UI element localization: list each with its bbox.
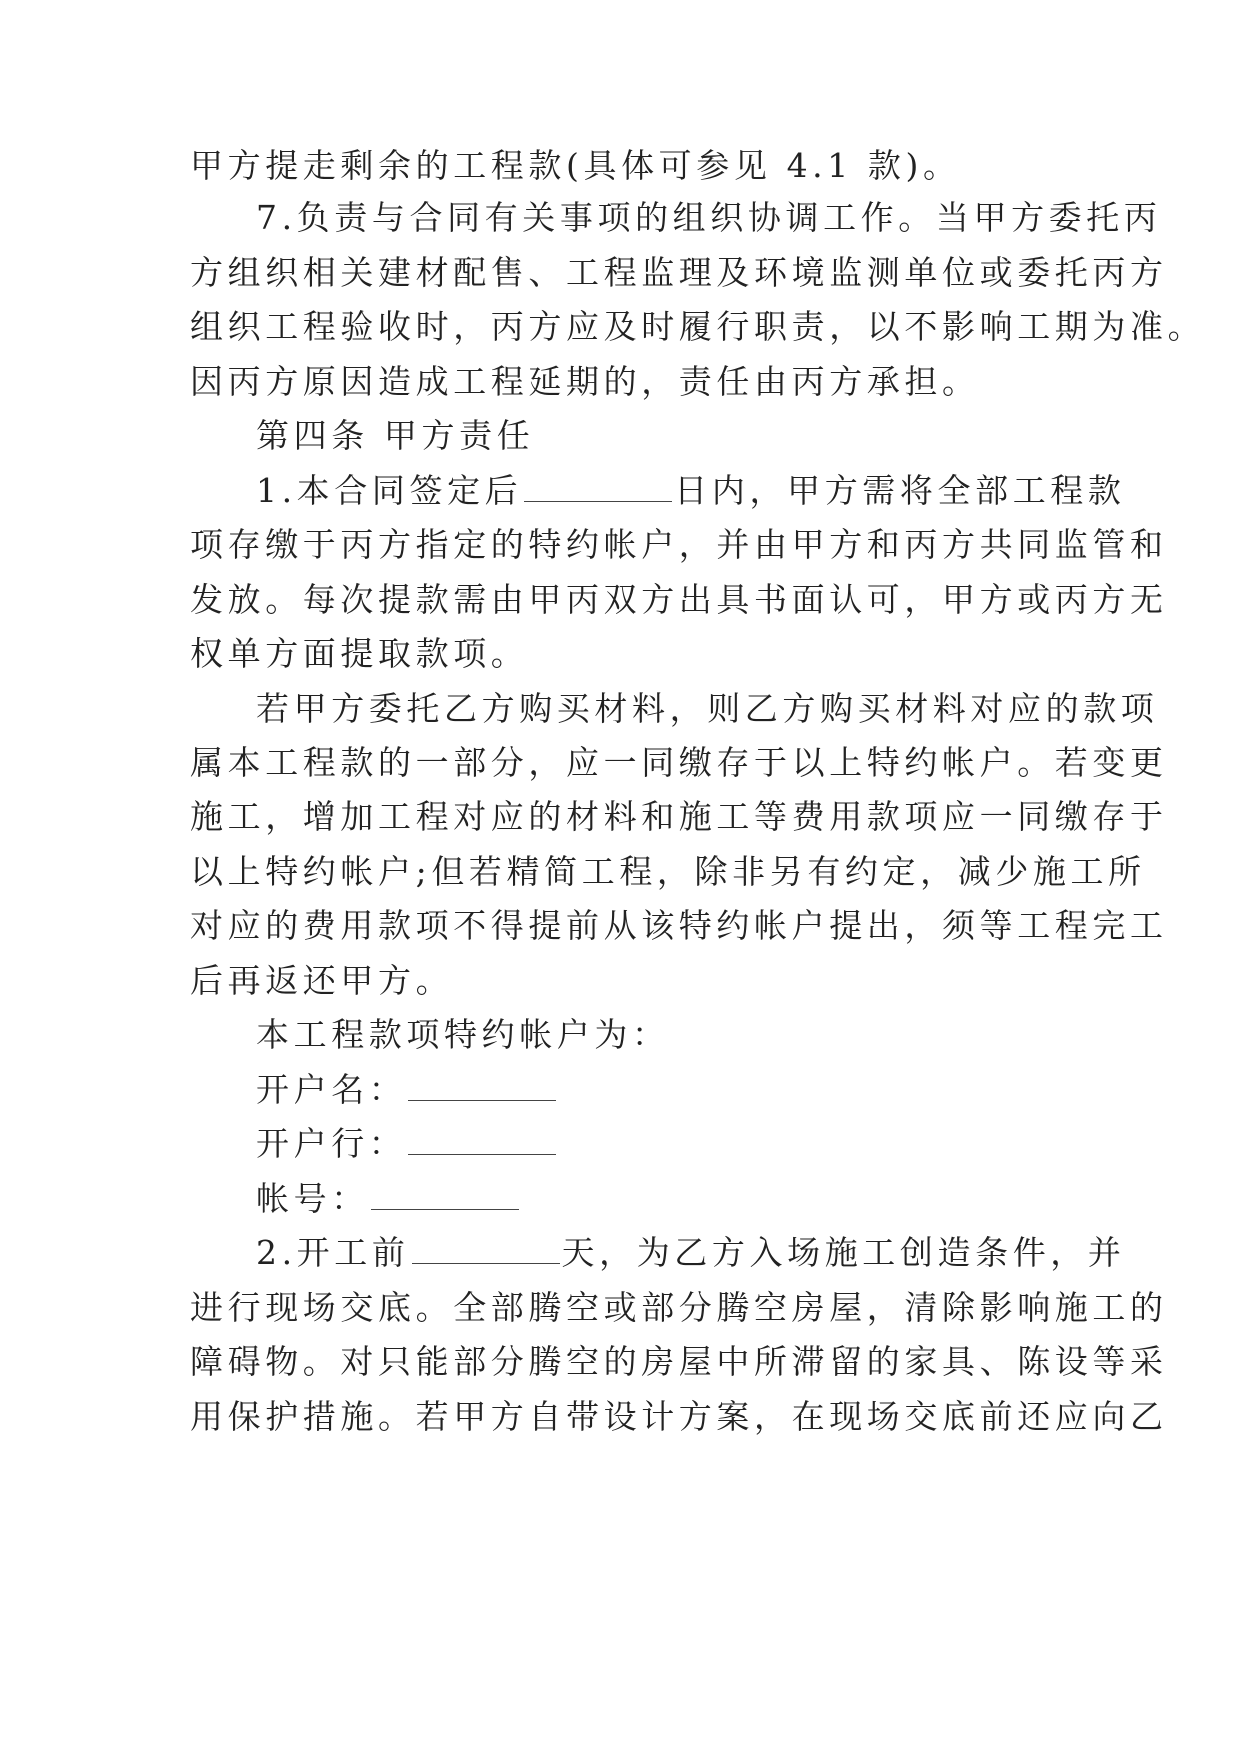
clause-2-suffix: 天，为乙方入场施工创造条件，并: [561, 1233, 1126, 1272]
text-line: 方组织相关建材配售、工程监理及环境监测单位或委托丙方: [190, 253, 1168, 292]
text-line: 施工，增加工程对应的材料和施工等费用款项应一同缴存于: [190, 797, 1168, 836]
text-line: 本工程款项特约帐户为：: [256, 1015, 670, 1054]
text-line: 对应的费用款项不得提前从该特约帐户提出，须等工程完工: [190, 906, 1168, 945]
section-heading: 第四条 甲方责任: [256, 416, 535, 455]
bank-blank: [408, 1124, 556, 1155]
text-line: 组织工程验收时，丙方应及时履行职责，以不影响工期为准。: [190, 307, 1206, 346]
days-before-start-blank: [412, 1233, 560, 1264]
text-line: 进行现场交底。全部腾空或部分腾空房屋，清除影响施工的: [190, 1288, 1168, 1327]
account-number-blank: [371, 1179, 519, 1210]
text-line: 属本工程款的一部分，应一同缴存于以上特约帐户。若变更: [190, 743, 1168, 782]
clause-1-suffix: 日内，甲方需将全部工程款: [674, 471, 1126, 510]
text-line: 障碍物。对只能部分腾空的房屋中所滞留的家具、陈设等采: [190, 1342, 1168, 1381]
account-name-label: 开户名：: [256, 1070, 407, 1109]
text-line: 项存缴于丙方指定的特约帐户，并由甲方和丙方共同监管和: [190, 525, 1168, 564]
text-line: 因丙方原因造成工程延期的，责任由丙方承担。: [190, 362, 980, 401]
text-line: 权单方面提取款项。: [190, 634, 529, 673]
account-number-label: 帐号：: [256, 1179, 369, 1218]
text-line: 后再返还甲方。: [190, 961, 454, 1000]
text-line: 以上特约帐户;但若精简工程，除非另有约定，减少施工所: [190, 852, 1146, 891]
account-number-line: [256, 1179, 1126, 1219]
clause-2-first-line: [256, 1233, 1126, 1273]
days-blank: [524, 471, 672, 502]
account-name-blank: [408, 1070, 556, 1101]
text-line: 用保护措施。若甲方自带设计方案，在现场交底前还应向乙: [190, 1397, 1168, 1436]
text-line: 若甲方委托乙方购买材料，则乙方购买材料对应的款项: [256, 689, 1159, 728]
text-line: 发放。每次提款需由甲丙双方出具书面认可，甲方或丙方无: [190, 580, 1168, 619]
clause-1-first-line: [256, 471, 1126, 511]
clause-2-prefix: 2.开工前: [256, 1233, 410, 1272]
account-name-line: [256, 1070, 1126, 1110]
bank-label: 开户行：: [256, 1124, 407, 1163]
text-line: 7.负责与合同有关事项的组织协调工作。当甲方委托丙: [256, 198, 1162, 237]
text-line: 甲方提走剩余的工程款(具体可参见 4.1 款)。: [190, 146, 961, 185]
bank-line: [256, 1124, 1126, 1164]
clause-1-prefix: 1.本合同签定后: [256, 471, 523, 510]
